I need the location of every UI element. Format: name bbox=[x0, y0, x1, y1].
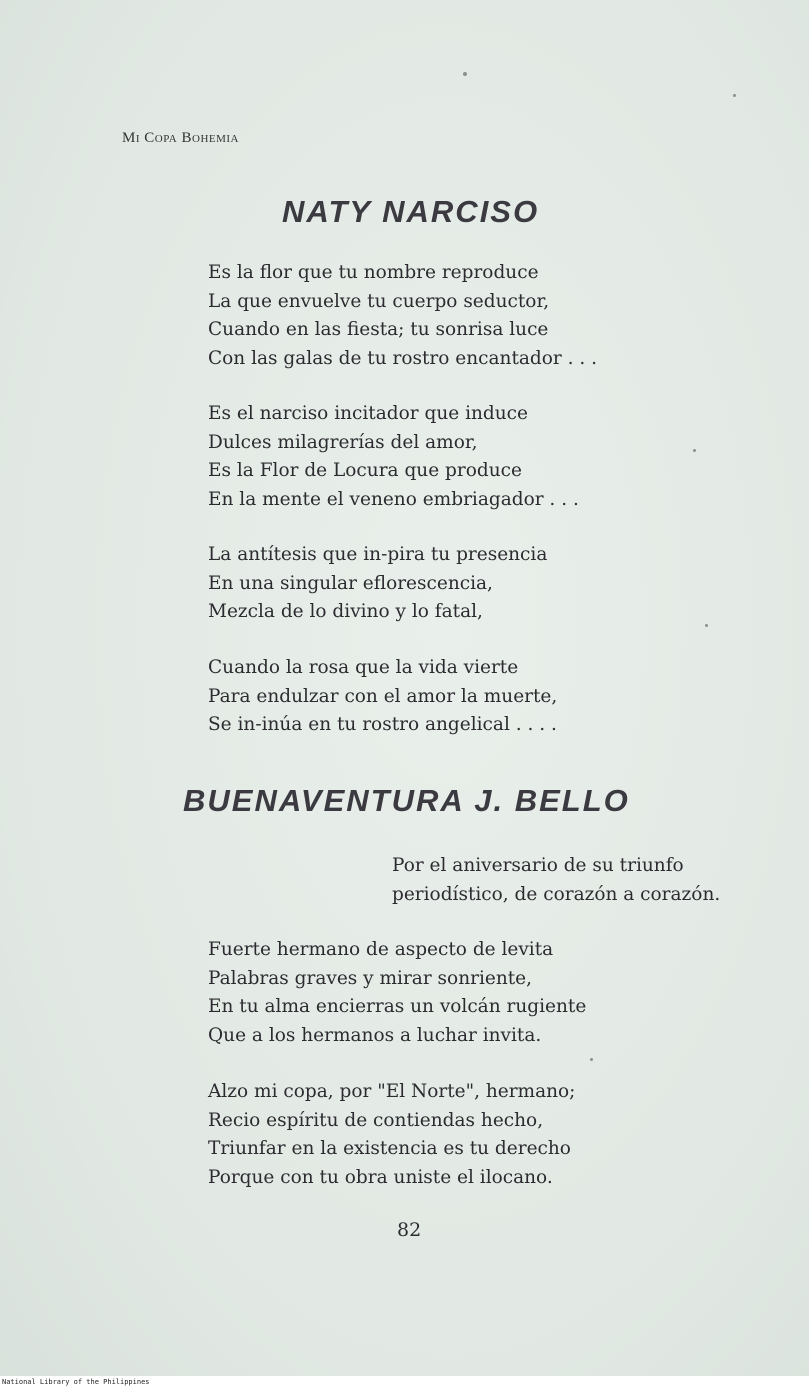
verse-line: Mezcla de lo divino y lo fatal, bbox=[208, 601, 483, 622]
verse-line: Es el narciso incitador que induce bbox=[208, 403, 528, 424]
paper-speck bbox=[705, 624, 708, 627]
verse-line: Es la flor que tu nombre reproduce bbox=[208, 262, 539, 283]
verse-line: En la mente el veneno embriagador . . . bbox=[208, 488, 579, 510]
stanza bbox=[208, 1078, 575, 1192]
verse-line: Alzo mi copa, por "El Norte", hermano; bbox=[208, 1081, 576, 1102]
stanza bbox=[208, 541, 547, 627]
verse-line: En una singular eflorescencia, bbox=[208, 572, 493, 594]
paper-speck bbox=[693, 449, 696, 452]
verse-line: Cuando la rosa que la vida vierte bbox=[208, 657, 519, 678]
verse-line: Cuando en las fiesta; tu sonrisa luce bbox=[208, 319, 549, 340]
verse-line: Recio espíritu de contiendas hecho, bbox=[208, 1109, 544, 1131]
stanza bbox=[208, 936, 586, 1050]
verse-line: Dulces milagrerías del amor, bbox=[208, 431, 478, 453]
poem-title: BUENAVENTURA J. BELLO bbox=[183, 783, 630, 818]
verse-line: Se in-inúa en tu rostro angelical . . . . bbox=[208, 714, 557, 735]
running-header: Mi Copa Bohemia bbox=[122, 130, 240, 146]
verse-line: Con las galas de tu rostro encantador . . . bbox=[208, 347, 598, 369]
verse-line: Fuerte hermano de aspecto de levita bbox=[208, 939, 554, 960]
verse-line: La que envuelve tu cuerpo seductor, bbox=[208, 290, 550, 312]
verse-line: Es la Flor de Locura que produce bbox=[208, 460, 522, 481]
verse-line: Que a los hermanos a luchar invita. bbox=[208, 1024, 542, 1046]
poem-title: NATY NARCISO bbox=[282, 194, 540, 229]
paper-speck bbox=[590, 1058, 593, 1061]
page-number: 82 bbox=[397, 1219, 422, 1241]
source-footer: National Library of the Philippines bbox=[0, 1376, 809, 1388]
verse-line: Porque con tu obra uniste el ilocano. bbox=[208, 1166, 553, 1188]
stanza bbox=[208, 400, 579, 514]
verse-line: Palabras graves y mirar sonriente, bbox=[208, 967, 532, 989]
verse-line: Triunfar en la existencia es tu derecho bbox=[208, 1138, 571, 1159]
dedication-line: Por el aniversario de su triunfo bbox=[392, 855, 684, 876]
verse-line: En tu alma encierras un volcán rugiente bbox=[208, 996, 587, 1017]
stanza bbox=[208, 654, 557, 740]
verse-line: La antítesis que in-pira tu presencia bbox=[208, 544, 548, 565]
verse-line: Para endulzar con el amor la muerte, bbox=[208, 685, 558, 707]
dedication bbox=[392, 852, 720, 909]
paper-speck bbox=[733, 94, 736, 97]
stanza bbox=[208, 259, 597, 373]
dedication-line: periodístico, de corazón a corazón. bbox=[392, 883, 721, 905]
paper-speck bbox=[463, 72, 467, 76]
